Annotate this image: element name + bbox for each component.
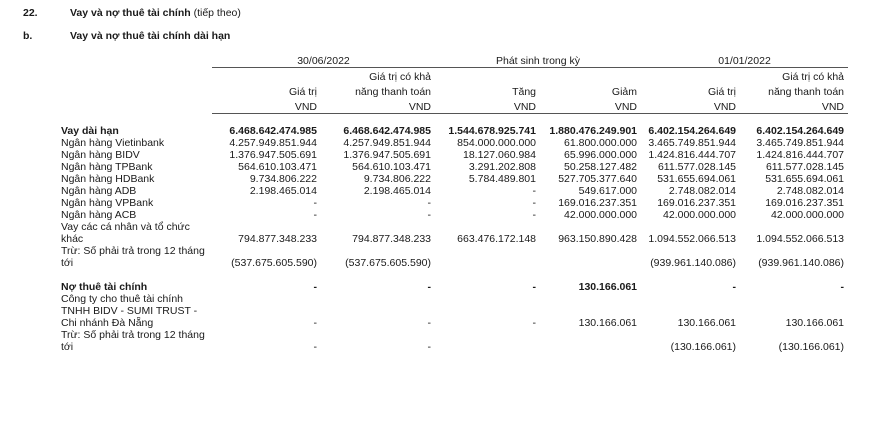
cell-value: (939.961.140.086) [758, 256, 845, 269]
table-row [58, 329, 848, 353]
cell-value: 1.094.552.066.513 [756, 232, 845, 245]
col-header-repayable-l1: Giá trị có khả [782, 71, 845, 83]
col-header-increase: Tăng [512, 86, 536, 98]
cell-value: 1.880.476.249.901 [549, 124, 638, 137]
cell-value: 130.166.061 [785, 316, 845, 329]
table-row [58, 293, 848, 329]
cell-value: (130.166.061) [778, 340, 845, 353]
cell-value: - [532, 208, 536, 221]
row-label: Ngân hàng TPBank [61, 160, 153, 173]
cell-value: - [427, 196, 431, 209]
row-label: Ngân hàng Vietinbank [61, 136, 165, 149]
cell-value: 4.257.949.851.944 [229, 136, 317, 149]
cell-value: 611.577.028.145 [657, 160, 737, 173]
cell-value: - [532, 184, 536, 197]
cell-value: - [840, 280, 845, 293]
loans-table [58, 54, 848, 353]
cell-value: - [313, 316, 317, 329]
cell-value: 3.465.749.851.944 [648, 136, 737, 149]
section-title-text: Vay và nợ thuê tài chính [70, 7, 191, 19]
cell-value [540, 329, 641, 353]
cell-value: 42.000.000.000 [564, 208, 638, 221]
col-header-value-l1: Giá trị [288, 86, 317, 98]
col-header-repayable-l2: năng thanh toán [355, 86, 431, 98]
row-label: Công ty cho thuê tài chính TNHH BIDV - SUMI TRUST - Chi nhánh Đà Nẵng [61, 292, 198, 329]
row-label: Trừ: Số phải trả trong 12 tháng tới [61, 244, 205, 269]
cell-value: 1.094.552.066.513 [648, 232, 737, 245]
cell-value: 42.000.000.000 [771, 208, 845, 221]
cell-value: 564.610.103.471 [352, 160, 431, 173]
group-header-01-01-2022: 01/01/2022 [641, 54, 848, 68]
cell-value [435, 245, 540, 269]
cell-value: 564.610.103.471 [238, 160, 317, 173]
cell-value: - [427, 340, 431, 353]
cell-value: 6.468.642.474.985 [343, 124, 431, 137]
cell-value: 61.800.000.000 [564, 136, 638, 149]
col-header-repayable-l1: Giá trị có khả [369, 71, 431, 83]
table-row [58, 161, 848, 173]
cell-value: 1.424.816.444.707 [648, 148, 737, 161]
cell-value: (537.675.605.590) [345, 256, 431, 269]
row-label: Ngân hàng BIDV [61, 148, 140, 161]
col-header-repayable-l2: năng thanh toán [768, 86, 845, 98]
cell-value: 5.784.489.801 [468, 172, 536, 185]
cell-value: - [532, 316, 536, 329]
cell-value: - [732, 280, 737, 293]
cell-value: 1.424.816.444.707 [756, 148, 845, 161]
cell-value: 169.016.237.351 [765, 196, 845, 209]
section-number-b: b. [23, 30, 33, 42]
cell-value: - [427, 208, 431, 221]
table-row [58, 281, 848, 293]
cell-value: 42.000.000.000 [663, 208, 737, 221]
cell-value: - [532, 280, 536, 293]
cell-value [435, 329, 540, 353]
cell-value: 663.476.172.148 [457, 232, 536, 245]
cell-value: 794.877.348.233 [352, 232, 431, 245]
row-label: Ngân hàng ACB [61, 208, 137, 221]
cell-value: 4.257.949.851.944 [343, 136, 431, 149]
cell-value: 2.748.082.014 [776, 184, 845, 197]
cell-value: 50.258.127.482 [564, 160, 638, 173]
cell-value: 130.166.061 [578, 316, 638, 329]
cell-value: 549.617.000 [578, 184, 638, 197]
cell-value: 1.376.947.505.691 [229, 148, 317, 161]
col-header-unit: VND [740, 98, 848, 114]
cell-value: - [313, 280, 317, 293]
cell-value: 2.748.082.014 [668, 184, 737, 197]
table-row [58, 125, 848, 137]
row-label: Ngân hàng ADB [61, 184, 137, 197]
col-header-unit: VND [435, 98, 540, 114]
cell-value: - [313, 340, 317, 353]
cell-value: 6.402.154.264.649 [756, 124, 845, 137]
cell-value: 794.877.348.233 [238, 232, 317, 245]
section-title-b: Vay và nợ thuê tài chính dài hạn [70, 30, 231, 42]
col-header-decrease: Giảm [611, 86, 638, 98]
section-subtitle: (tiếp theo) [193, 7, 241, 19]
row-label: Ngân hàng HDBank [61, 172, 155, 185]
group-header-30-06-2022: 30/06/2022 [212, 54, 435, 68]
cell-value: 854.000.000.000 [457, 136, 536, 149]
row-label: Vay các cá nhân và tổ chức khác [61, 220, 190, 245]
section-number-22: 22. [23, 7, 38, 19]
cell-value: 9.734.806.222 [363, 172, 431, 185]
row-label: Vay dài hạn [61, 124, 119, 137]
cell-value: 1.376.947.505.691 [343, 148, 431, 161]
cell-value [540, 245, 641, 269]
table-body [58, 125, 848, 353]
cell-value: 169.016.237.351 [657, 196, 737, 209]
col-header-unit: VND [321, 98, 435, 114]
table-row [58, 197, 848, 209]
row-label: Ngân hàng VPBank [61, 196, 154, 209]
cell-value: 611.577.028.145 [765, 160, 845, 173]
cell-value: - [313, 208, 317, 221]
cell-value: 3.291.202.808 [468, 160, 536, 173]
col-header-unit: VND [641, 98, 740, 114]
cell-value: 2.198.465.014 [363, 184, 431, 197]
cell-value: 169.016.237.351 [558, 196, 638, 209]
row-label: Nợ thuê tài chính [61, 280, 148, 293]
table-row [58, 149, 848, 161]
cell-value: 531.655.694.061 [765, 172, 845, 185]
col-header-unit: VND [540, 98, 641, 114]
table-row [58, 185, 848, 197]
spacer-row [58, 269, 848, 281]
cell-value: 2.198.465.014 [249, 184, 317, 197]
table-row [58, 209, 848, 221]
cell-value: 65.996.000.000 [564, 148, 638, 161]
table-row [58, 221, 848, 245]
cell-value: - [313, 196, 317, 209]
group-header-movement: Phát sinh trong kỳ [435, 54, 641, 68]
cell-value: 9.734.806.222 [249, 172, 317, 185]
cell-value: - [427, 280, 431, 293]
cell-value: 1.544.678.925.741 [448, 124, 536, 137]
cell-value: 130.166.061 [578, 280, 638, 293]
cell-value: 18.127.060.984 [463, 148, 536, 161]
cell-value: 3.465.749.851.944 [756, 136, 845, 149]
row-label: Trừ: Số phải trả trong 12 tháng tới [61, 328, 205, 353]
cell-value: (939.961.140.086) [650, 256, 737, 269]
cell-value: 531.655.694.061 [657, 172, 737, 185]
cell-value: - [427, 316, 431, 329]
col-header-unit: VND [212, 98, 321, 114]
cell-value: (130.166.061) [670, 340, 737, 353]
cell-value: 963.150.890.428 [558, 232, 638, 245]
cell-value: - [532, 196, 536, 209]
table-row [58, 173, 848, 185]
cell-value: 527.705.377.640 [558, 172, 638, 185]
cell-value: (537.675.605.590) [231, 256, 317, 269]
cell-value: 6.402.154.264.649 [648, 124, 737, 137]
table-row [58, 245, 848, 269]
cell-value: 130.166.061 [677, 316, 737, 329]
section-title-22 [70, 7, 241, 19]
col-header-value-l1: Giá trị [708, 86, 737, 98]
table-row [58, 137, 848, 149]
cell-value: 6.468.642.474.985 [229, 124, 317, 137]
